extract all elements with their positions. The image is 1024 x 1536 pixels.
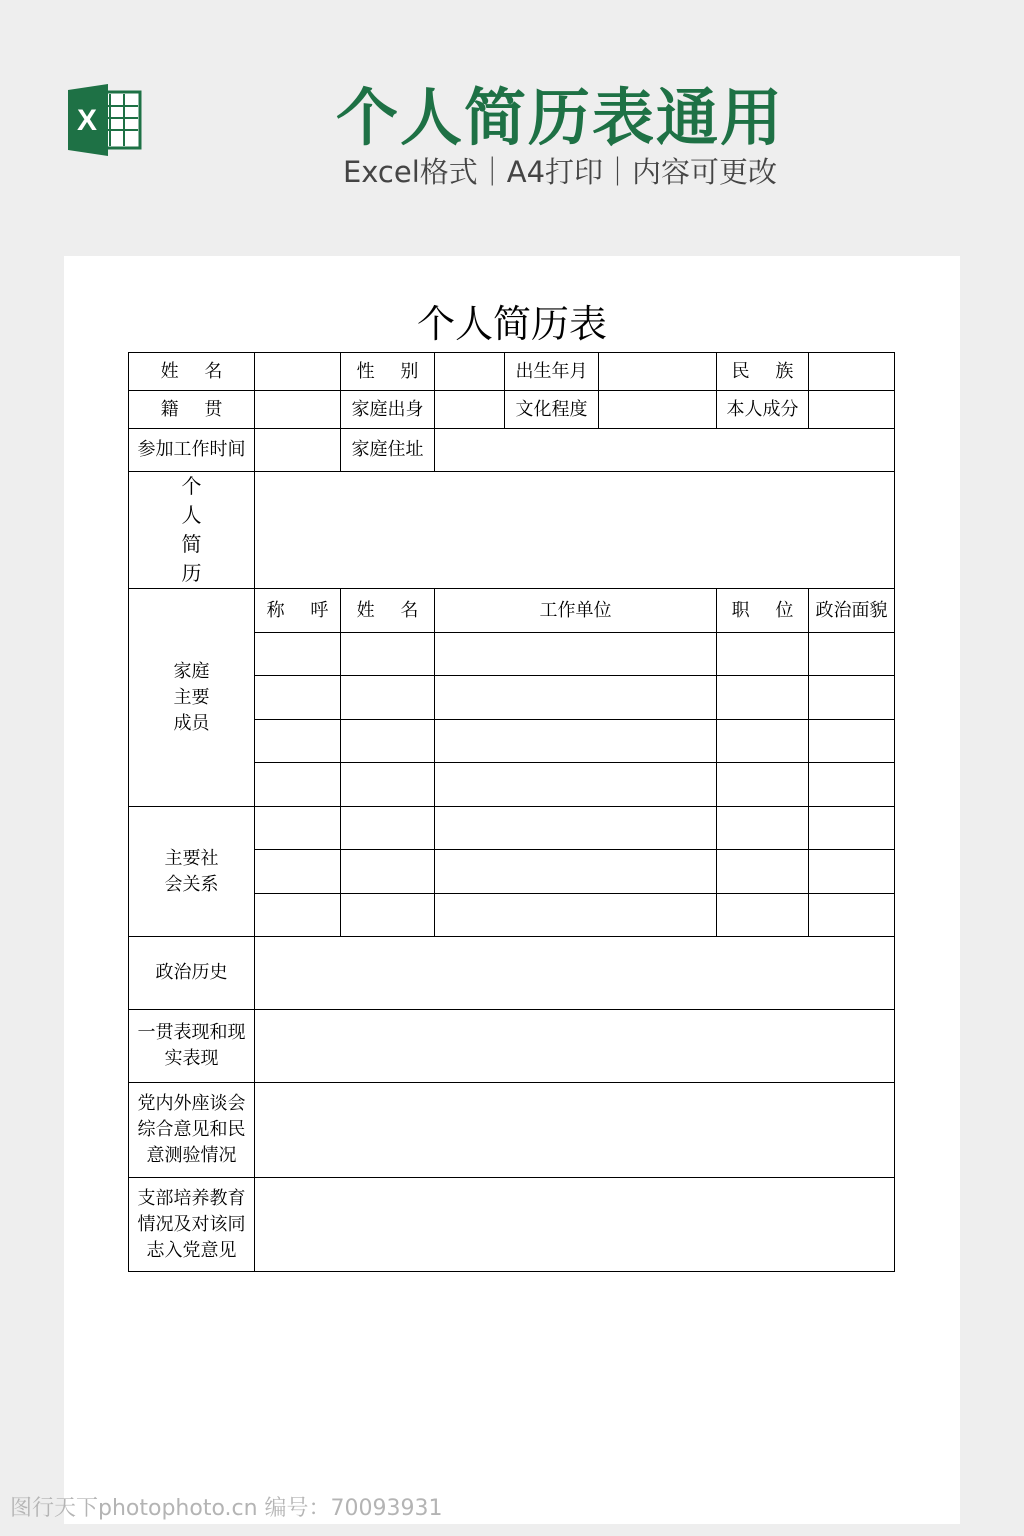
- cell-relation[interactable]: [255, 807, 341, 850]
- label-name: 姓 名: [129, 353, 255, 391]
- field-branch-opinion[interactable]: [255, 1178, 895, 1272]
- page-title: 个人简历表通用: [335, 81, 784, 154]
- field-gender[interactable]: [435, 353, 505, 391]
- cell-relation[interactable]: [255, 850, 341, 894]
- field-political-history[interactable]: [255, 937, 895, 1010]
- form-row-political-history: [129, 937, 895, 1010]
- cell-political[interactable]: [809, 807, 895, 850]
- field-ethnicity[interactable]: [809, 353, 895, 391]
- cell-political[interactable]: [809, 850, 895, 894]
- cell-position[interactable]: [717, 763, 809, 807]
- label-resume: 个 人 简 历: [129, 472, 255, 589]
- cell-political[interactable]: [809, 633, 895, 676]
- cell-position[interactable]: [717, 850, 809, 894]
- cell-workplace[interactable]: [435, 807, 717, 850]
- cell-position[interactable]: [717, 676, 809, 720]
- cell-political[interactable]: [809, 676, 895, 720]
- cell-relation[interactable]: [255, 633, 341, 676]
- page-subtitle: Excel格式｜A4打印｜内容可更改: [342, 155, 778, 189]
- form-row-basic-3: [129, 429, 895, 472]
- cell-position[interactable]: [717, 807, 809, 850]
- header-position: 职 位: [717, 589, 809, 633]
- watermark: 图行天下photophoto.cn 编号：70093931: [10, 1496, 443, 1521]
- label-family-origin: 家庭出身: [341, 391, 435, 429]
- label-ethnicity: 民 族: [717, 353, 809, 391]
- resume-form-table: [128, 352, 895, 1272]
- field-native-place[interactable]: [255, 391, 341, 429]
- cell-workplace[interactable]: [435, 633, 717, 676]
- cell-workplace[interactable]: [435, 676, 717, 720]
- excel-icon: [66, 84, 142, 156]
- field-personal-status[interactable]: [809, 391, 895, 429]
- cell-workplace[interactable]: [435, 720, 717, 763]
- field-name[interactable]: [255, 353, 341, 391]
- form-row-branch-opinion: [129, 1178, 895, 1272]
- label-education: 文化程度: [505, 391, 599, 429]
- label-native-place: 籍 贯: [129, 391, 255, 429]
- cell-workplace[interactable]: [435, 763, 717, 807]
- cell-name[interactable]: [341, 894, 435, 937]
- cell-name[interactable]: [341, 807, 435, 850]
- cell-political[interactable]: [809, 720, 895, 763]
- field-party-opinion[interactable]: [255, 1083, 895, 1178]
- field-education[interactable]: [599, 391, 717, 429]
- label-performance: 一贯表现和现 实表现: [129, 1010, 255, 1083]
- label-address: 家庭住址: [341, 429, 435, 472]
- header-workplace: 工作单位: [435, 589, 717, 633]
- label-birth: 出生年月: [505, 353, 599, 391]
- field-performance[interactable]: [255, 1010, 895, 1083]
- label-social-relations: 主要社 会关系: [129, 807, 255, 937]
- page-header: [0, 0, 1024, 250]
- label-political-history: 政治历史: [129, 937, 255, 1010]
- cell-name[interactable]: [341, 763, 435, 807]
- cell-relation[interactable]: [255, 763, 341, 807]
- label-party-opinion: 党内外座谈会 综合意见和民 意测验情况: [129, 1083, 255, 1178]
- field-resume[interactable]: [255, 472, 895, 589]
- form-row-resume: [129, 472, 895, 589]
- cell-relation[interactable]: [255, 720, 341, 763]
- cell-political[interactable]: [809, 894, 895, 937]
- cell-political[interactable]: [809, 763, 895, 807]
- field-family-origin[interactable]: [435, 391, 505, 429]
- label-work-start: 参加工作时间: [129, 429, 255, 472]
- cell-relation[interactable]: [255, 676, 341, 720]
- label-gender: 性 别: [341, 353, 435, 391]
- header-member-name: 姓 名: [341, 589, 435, 633]
- label-family-members: 家庭 主要 成员: [129, 589, 255, 807]
- cell-position[interactable]: [717, 633, 809, 676]
- excel-logo-letter: X: [76, 104, 98, 137]
- field-address[interactable]: [435, 429, 895, 472]
- form-row-basic-2: [129, 391, 895, 429]
- cell-name[interactable]: [341, 720, 435, 763]
- cell-name[interactable]: [341, 633, 435, 676]
- cell-name[interactable]: [341, 676, 435, 720]
- form-row-party-opinion: [129, 1083, 895, 1178]
- cell-position[interactable]: [717, 894, 809, 937]
- form-row-basic-1: [129, 353, 895, 391]
- cell-workplace[interactable]: [435, 894, 717, 937]
- document-title: 个人简历表: [416, 302, 607, 346]
- field-birth[interactable]: [599, 353, 717, 391]
- cell-relation[interactable]: [255, 894, 341, 937]
- cell-position[interactable]: [717, 720, 809, 763]
- field-work-start[interactable]: [255, 429, 341, 472]
- form-row-performance: [129, 1010, 895, 1083]
- resume-paper: [64, 256, 960, 1524]
- cell-workplace[interactable]: [435, 850, 717, 894]
- label-personal-status: 本人成分: [717, 391, 809, 429]
- header-relation: 称 呼: [255, 589, 341, 633]
- cell-name[interactable]: [341, 850, 435, 894]
- label-branch-opinion: 支部培养教育 情况及对该同 志入党意见: [129, 1178, 255, 1272]
- header-political-status: 政治面貌: [809, 589, 895, 633]
- family-header-row: [129, 589, 895, 633]
- social-row: [129, 807, 895, 850]
